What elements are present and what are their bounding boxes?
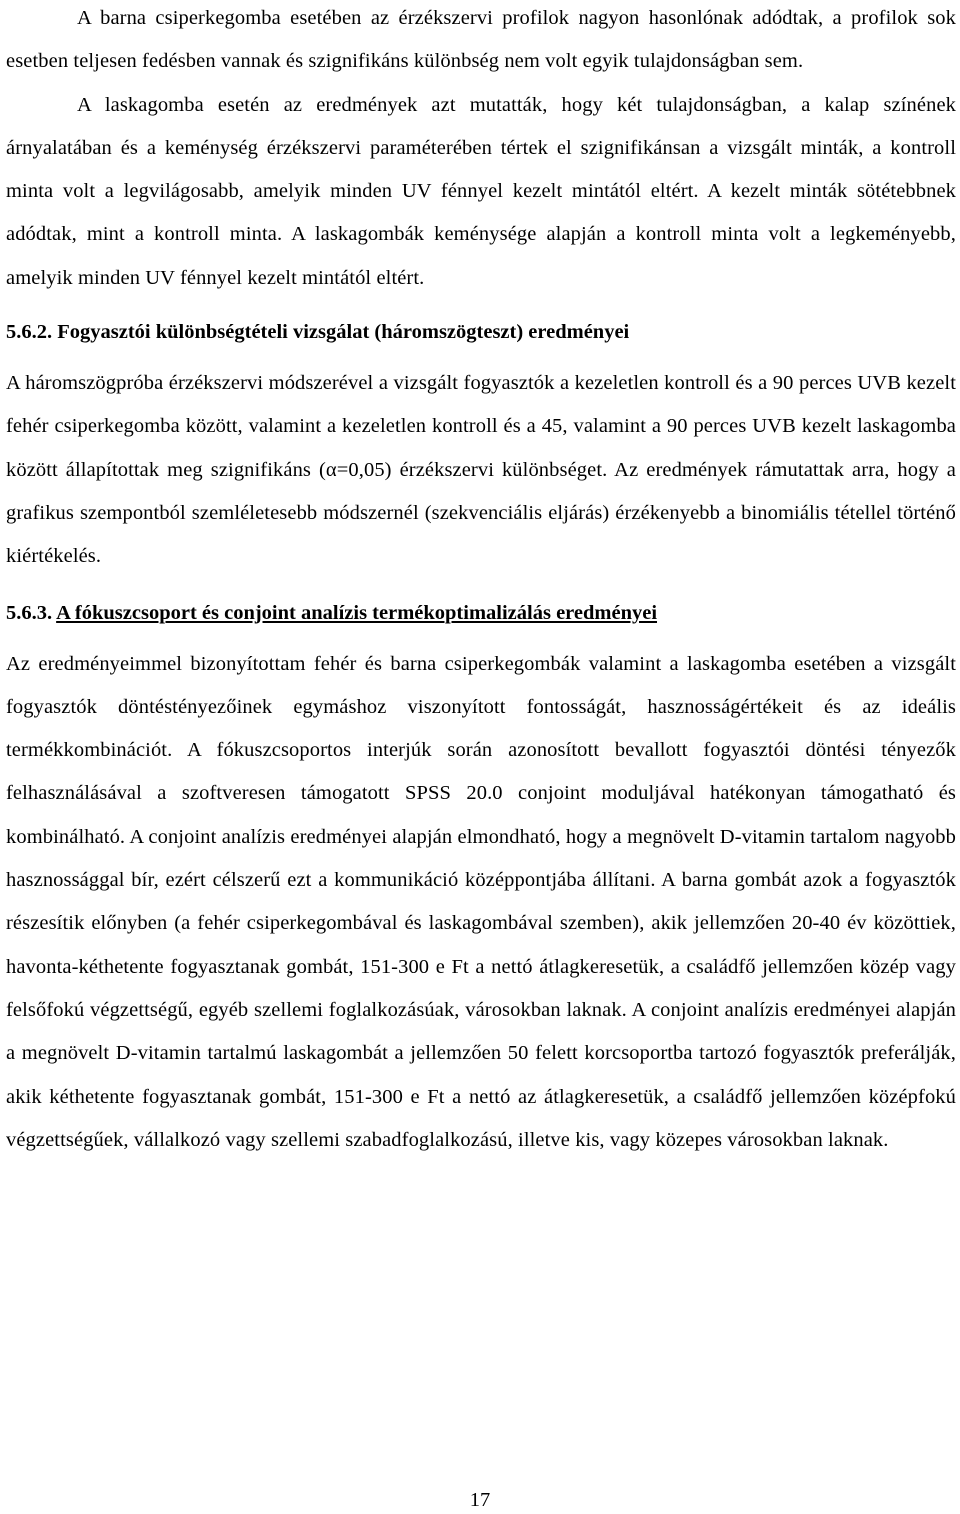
section-title: A fókuszcsoport és conjoint analízis termékoptimalizálás eredményei (56, 601, 658, 624)
document-page (6, 0, 956, 1162)
section-number: 5.6.3. (6, 601, 53, 624)
paragraph-brown-mushroom-profiles: A barna csiperkegomba esetében az érzékszervi profilok nagyon hasonlónak adódtak, a profilok sok esetben teljesen fedésben vannak és szignifikáns különbség nem volt egyik tulajdonságban sem. (6, 7, 956, 73)
paragraph-conjoint-results: Az eredményeimmel bizonyítottam fehér és barna csiperkegombák valamint a laskagomba esetében a vizsgált fogyasztók döntéstényezőinek egymáshoz viszonyított fontosságát, hasznosságértékeit és az ideális termékkombinációt. A fókuszcsoportos interjúk során azonosított bevallott fogyasztói döntési tényezők felhasználásával a szoftveresen támogatott SPSS 20.0 conjoint moduljával hatékonyan támogatható és kombinálható. A conjoint analízis eredményei alapján elmondható, hogy a megnövelt D-vitamin tartalom nagyobb hasznossággal bír, ezért célszerű ezt a kommunikáció középpontjába állítani. A barna gombát azok a fogyasztók részesítik előnyben (a fehér csiperkegombával és laskagombával szemben), akik jellemzően 20-40 év közöttiek, havonta-kéthetente fogyasztanak gombát, 151-300 e Ft a nettó átlagkeresetük, a családfő jellemzően közép vagy felsőfokú végzettségű, egyéb szellemi foglalkozásúak, városokban laknak. A conjoint analízis eredményei alapján a megnövelt D-vitamin tartalmú laskagombát a jellemzően 50 felett korcsoportba tartozó fogyasztók preferálják, akik kéthetente fogyasztanak gombát, 151-300 e Ft a nettó az átlagkeresetük, a családfő jellemzően középfokú végzettségűek, vállalkozó vagy szellemi szabadfoglalkozású, illetve kis, vagy közepes városokban laknak. (6, 652, 956, 1151)
paragraph-oyster-mushroom-results: A laskagomba esetén az eredmények azt mutatták, hogy két tulajdonságban, a kalap színének árnyalatában és a keménység érzékszervi paraméterében tértek el szignifikánsan a vizsgált minták, a kontroll minta volt a legvilágosabb, amelyik minden UV fénnyel kezelt mintától eltért. A kezelt minták sötétebbnek adódtak, mint a kontroll minta. A laskagombák keménysége alapján a kontroll minta volt a legkeményebb, amelyik minden UV fénnyel kezelt mintától eltért. (6, 93, 956, 289)
section-heading-5-6-2 (6, 311, 956, 354)
paragraph-triangle-test: A háromszögpróba érzékszervi módszerével a vizsgált fogyasztók a kezeletlen kontroll és a 90 perces UVB kezelt fehér csiperkegomba között, valamint a kezeletlen kontroll és a 45, valamint a 90 perces UVB kezelt laskagomba között állapítottak meg szignifikáns (α=0,05) érzékszervi különbséget. Az eredmények rámutattak arra, hogy a grafikus szempontból szemléletesebb módszernél (szekvenciális eljárás) érzékenyebb a binomiális tétellel történő kiértékelés. (6, 372, 956, 568)
section-heading-5-6-3 (6, 592, 956, 635)
page-number: 17 (469, 1489, 491, 1511)
section-number: 5.6.2. (6, 321, 53, 344)
section-title: Fogyasztói különbségtételi vizsgálat (háromszögteszt) eredményei (57, 321, 630, 344)
